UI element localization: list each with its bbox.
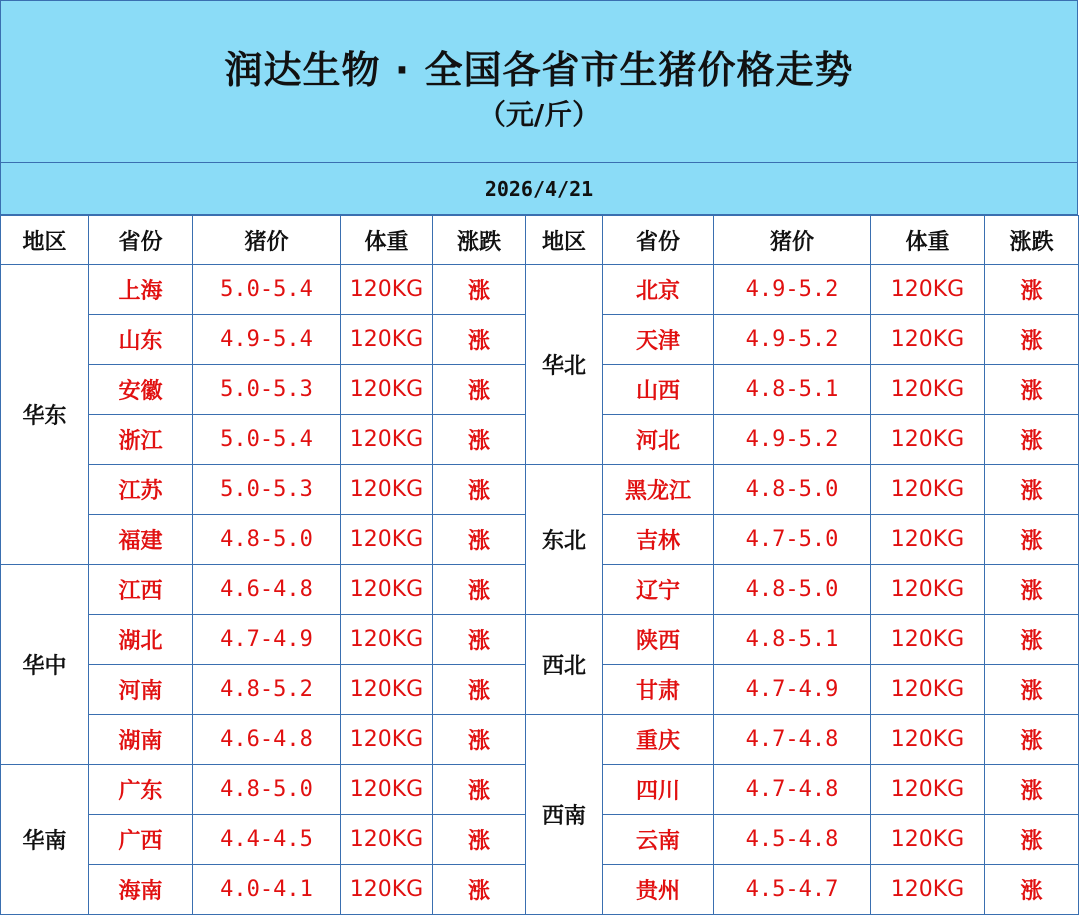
trend-cell-right: 涨 [985, 515, 1079, 565]
price-cell-left: 4.6-4.8 [193, 565, 341, 615]
weight-cell-right: 120KG [871, 615, 985, 665]
price-cell-left: 4.8-5.0 [193, 515, 341, 565]
weight-cell-right: 120KG [871, 865, 985, 915]
trend-cell-right: 涨 [985, 715, 1079, 765]
price-cell-left: 5.0-5.3 [193, 365, 341, 415]
weight-cell-left: 120KG [341, 865, 433, 915]
price-cell-left: 4.8-5.2 [193, 665, 341, 715]
trend-cell-left: 涨 [433, 865, 526, 915]
price-cell-right: 4.7-4.8 [714, 715, 871, 765]
weight-cell-left: 120KG [341, 615, 433, 665]
column-header-price-left: 猪价 [193, 216, 341, 265]
province-cell-right: 辽宁 [603, 565, 714, 615]
province-cell-left: 广东 [89, 765, 193, 815]
province-cell-left: 广西 [89, 815, 193, 865]
trend-cell-right: 涨 [985, 465, 1079, 515]
region-cell-left: 华南 [1, 765, 89, 915]
column-header-weight-right: 体重 [871, 216, 985, 265]
region-cell-left: 华东 [1, 265, 89, 565]
weight-cell-right: 120KG [871, 765, 985, 815]
column-header-province-left: 省份 [89, 216, 193, 265]
weight-cell-right: 120KG [871, 665, 985, 715]
province-cell-right: 吉林 [603, 515, 714, 565]
province-cell-right: 陕西 [603, 615, 714, 665]
price-cell-left: 4.7-4.9 [193, 615, 341, 665]
province-cell-right: 山西 [603, 365, 714, 415]
trend-cell-right: 涨 [985, 615, 1079, 665]
region-cell-right: 东北 [526, 465, 603, 615]
trend-cell-right: 涨 [985, 765, 1079, 815]
price-cell-right: 4.8-5.0 [714, 465, 871, 515]
weight-cell-left: 120KG [341, 565, 433, 615]
province-cell-right: 北京 [603, 265, 714, 315]
title-banner [0, 0, 1078, 163]
trend-cell-right: 涨 [985, 815, 1079, 865]
trend-cell-right: 涨 [985, 665, 1079, 715]
price-table [0, 215, 1079, 915]
price-cell-right: 4.9-5.2 [714, 265, 871, 315]
price-cell-left: 5.0-5.4 [193, 265, 341, 315]
column-header-province-right: 省份 [603, 216, 714, 265]
weight-cell-left: 120KG [341, 415, 433, 465]
weight-cell-left: 120KG [341, 515, 433, 565]
trend-cell-right: 涨 [985, 365, 1079, 415]
weight-cell-right: 120KG [871, 415, 985, 465]
trend-cell-left: 涨 [433, 615, 526, 665]
weight-cell-right: 120KG [871, 815, 985, 865]
trend-cell-left: 涨 [433, 765, 526, 815]
province-cell-right: 黑龙江 [603, 465, 714, 515]
column-header-trend-right: 涨跌 [985, 216, 1079, 265]
weight-cell-right: 120KG [871, 715, 985, 765]
page-title: 润达生物 · 全国各省市生猪价格走势 [224, 48, 854, 92]
price-cell-left: 4.6-4.8 [193, 715, 341, 765]
trend-cell-left: 涨 [433, 665, 526, 715]
province-cell-left: 安徽 [89, 365, 193, 415]
trend-cell-left: 涨 [433, 715, 526, 765]
table-row [1, 615, 1079, 665]
trend-cell-right: 涨 [985, 565, 1079, 615]
weight-cell-right: 120KG [871, 365, 985, 415]
province-cell-left: 浙江 [89, 415, 193, 465]
weight-cell-right: 120KG [871, 315, 985, 365]
province-cell-left: 江西 [89, 565, 193, 615]
trend-cell-left: 涨 [433, 415, 526, 465]
province-cell-right: 甘肃 [603, 665, 714, 715]
trend-cell-left: 涨 [433, 315, 526, 365]
price-cell-right: 4.8-5.0 [714, 565, 871, 615]
column-header-region-right: 地区 [526, 216, 603, 265]
weight-cell-right: 120KG [871, 465, 985, 515]
province-cell-left: 江苏 [89, 465, 193, 515]
weight-cell-right: 120KG [871, 265, 985, 315]
weight-cell-left: 120KG [341, 765, 433, 815]
weight-cell-left: 120KG [341, 815, 433, 865]
price-cell-left: 4.0-4.1 [193, 865, 341, 915]
trend-cell-left: 涨 [433, 815, 526, 865]
trend-cell-left: 涨 [433, 565, 526, 615]
province-cell-left: 海南 [89, 865, 193, 915]
trend-cell-right: 涨 [985, 865, 1079, 915]
region-cell-left: 华中 [1, 565, 89, 765]
province-cell-right: 贵州 [603, 865, 714, 915]
trend-cell-right: 涨 [985, 315, 1079, 365]
table-row [1, 465, 1079, 515]
price-cell-right: 4.5-4.7 [714, 865, 871, 915]
report-date: 2026/4/21 [0, 163, 1078, 215]
weight-cell-right: 120KG [871, 565, 985, 615]
price-cell-right: 4.7-4.8 [714, 765, 871, 815]
table-body [1, 265, 1079, 915]
province-cell-right: 重庆 [603, 715, 714, 765]
province-cell-right: 天津 [603, 315, 714, 365]
trend-cell-right: 涨 [985, 415, 1079, 465]
weight-cell-left: 120KG [341, 365, 433, 415]
province-cell-right: 河北 [603, 415, 714, 465]
header-row [1, 216, 1079, 265]
province-cell-left: 山东 [89, 315, 193, 365]
province-cell-left: 湖北 [89, 615, 193, 665]
province-cell-left: 湖南 [89, 715, 193, 765]
trend-cell-left: 涨 [433, 515, 526, 565]
trend-cell-left: 涨 [433, 365, 526, 415]
weight-cell-left: 120KG [341, 465, 433, 515]
trend-cell-right: 涨 [985, 265, 1079, 315]
column-header-weight-left: 体重 [341, 216, 433, 265]
weight-cell-right: 120KG [871, 515, 985, 565]
region-cell-right: 西南 [526, 715, 603, 915]
price-cell-right: 4.8-5.1 [714, 365, 871, 415]
province-cell-right: 四川 [603, 765, 714, 815]
table-row [1, 265, 1079, 315]
province-cell-left: 上海 [89, 265, 193, 315]
region-cell-right: 西北 [526, 615, 603, 715]
weight-cell-left: 120KG [341, 315, 433, 365]
price-cell-right: 4.9-5.2 [714, 315, 871, 365]
price-cell-right: 4.9-5.2 [714, 415, 871, 465]
trend-cell-left: 涨 [433, 265, 526, 315]
trend-cell-left: 涨 [433, 465, 526, 515]
price-cell-right: 4.5-4.8 [714, 815, 871, 865]
price-cell-right: 4.7-5.0 [714, 515, 871, 565]
weight-cell-left: 120KG [341, 665, 433, 715]
province-cell-left: 福建 [89, 515, 193, 565]
table-row [1, 715, 1079, 765]
weight-cell-left: 120KG [341, 715, 433, 765]
price-cell-left: 5.0-5.4 [193, 415, 341, 465]
province-cell-right: 云南 [603, 815, 714, 865]
region-cell-right: 华北 [526, 265, 603, 465]
price-cell-left: 5.0-5.3 [193, 465, 341, 515]
column-header-price-right: 猪价 [714, 216, 871, 265]
province-cell-left: 河南 [89, 665, 193, 715]
column-header-region-left: 地区 [1, 216, 89, 265]
column-header-trend-left: 涨跌 [433, 216, 526, 265]
price-cell-left: 4.8-5.0 [193, 765, 341, 815]
price-cell-left: 4.4-4.5 [193, 815, 341, 865]
price-cell-right: 4.7-4.9 [714, 665, 871, 715]
price-cell-right: 4.8-5.1 [714, 615, 871, 665]
weight-cell-left: 120KG [341, 265, 433, 315]
unit-label: （元/斤） [477, 98, 601, 131]
price-cell-left: 4.9-5.4 [193, 315, 341, 365]
